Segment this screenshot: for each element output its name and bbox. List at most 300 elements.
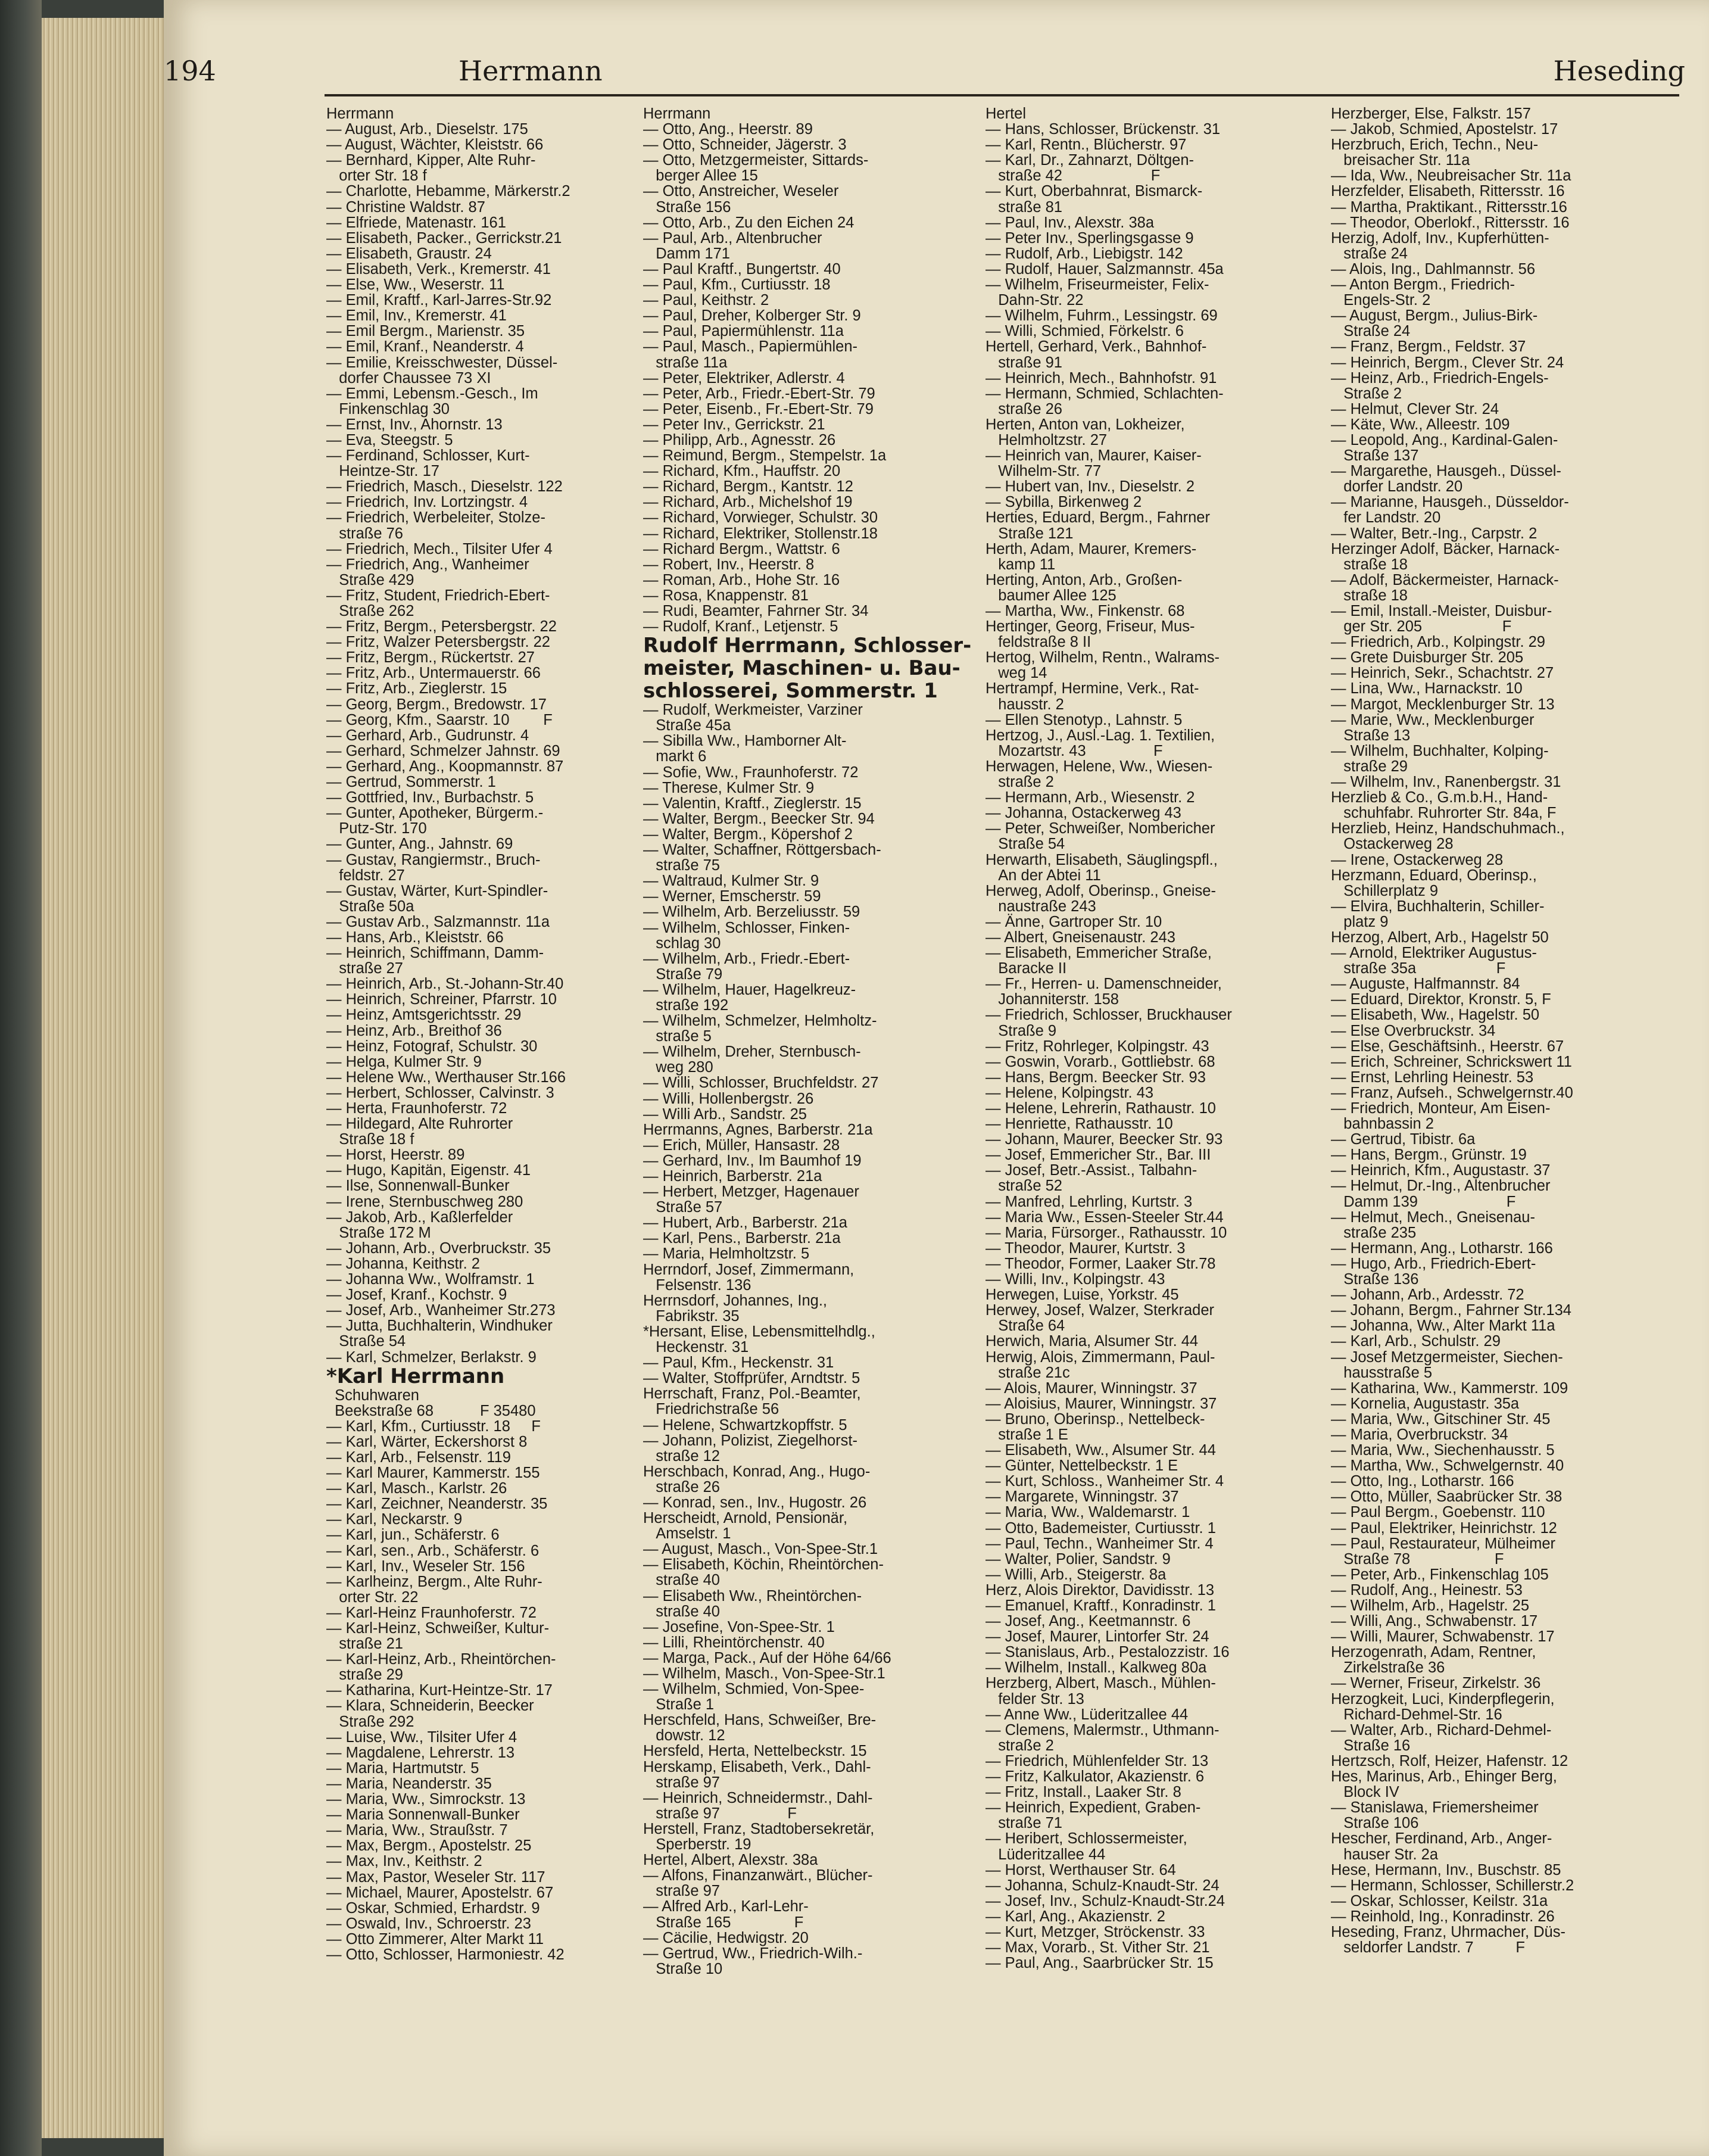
directory-entry: — Clemens, Malermstr., Uthmann- straße 2 xyxy=(986,1721,1220,1754)
directory-entry: — Peter, Elektriker, Adlerstr. 4 xyxy=(643,369,845,387)
directory-entry: — Lina, Ww., Harnackstr. 10 xyxy=(1331,680,1523,697)
directory-entry: — Friedrich, Mühlenfelder Str. 13 xyxy=(986,1752,1209,1769)
directory-entry: — Willi, Maurer, Schwabenstr. 17 xyxy=(1331,1628,1555,1646)
directory-entry: Herscheidt, Arnold, Pensionär, Amselstr. 1 xyxy=(643,1510,848,1543)
directory-entry: — Walter, Schaffner, Röttgersbach- straße 75 xyxy=(643,842,881,874)
column-4 xyxy=(1331,106,1688,2143)
directory-entry: — Franz, Aufseh., Schwelgernstr.40 xyxy=(1331,1084,1573,1101)
directory-entry: — Wilhelm, Arb. Berzeliusstr. 59 xyxy=(643,903,860,921)
directory-entry: — Gerhard, Arb., Gudrunstr. 4 xyxy=(326,727,529,744)
directory-entry: — Otto, Anstreicher, Weseler Straße 156 xyxy=(643,183,839,216)
directory-entry: — Hermann, Ang., Lotharstr. 166 xyxy=(1331,1239,1553,1257)
directory-entry: — Sofie, Ww., Fraunhoferstr. 72 xyxy=(643,764,859,781)
directory-entry: — Philipp, Arb., Agnesstr. 26 xyxy=(643,431,836,448)
directory-entry: — Karl-Heinz, Schweißer, Kultur- straße 21 xyxy=(326,1620,550,1653)
directory-entry: — Helene, Lehrerin, Rathaustr. 10 xyxy=(986,1100,1216,1117)
directory-entry: — Gerhard, Ang., Koopmannstr. 87 xyxy=(326,758,564,775)
directory-entry: — Oskar, Schmied, Erhardstr. 9 xyxy=(326,1899,540,1917)
directory-entry: — Otto, Ang., Heerstr. 89 xyxy=(643,121,813,138)
directory-entry: — Theodor, Oberlokf., Rittersstr. 16 xyxy=(1331,214,1570,231)
directory-entry: — Erich, Müller, Hansastr. 28 xyxy=(643,1136,840,1154)
directory-entry: Herstell, Franz, Stadtobersekretär, Sperberstr. 19 xyxy=(643,1820,875,1853)
directory-entry: Herrnsdorf, Johannes, Ing., Fabrikstr. 35 xyxy=(643,1292,828,1325)
directory-entry: — Karl, Masch., Karlstr. 26 xyxy=(326,1480,507,1497)
directory-entry: — Emil Bergm., Marienstr. 35 xyxy=(326,323,525,340)
directory-entry: — Hubert, Arb., Barberstr. 21a xyxy=(643,1214,847,1232)
directory-entry: — Rudolf, Werkmeister, Varziner Straße 45a xyxy=(643,702,863,734)
directory-entry: — Helene, Schwartzkopffstr. 5 xyxy=(643,1416,847,1434)
directory-entry: — Friedrich, Schlosser, Bruckhauser Straße 9 xyxy=(986,1007,1232,1039)
directory-entry: — Oskar, Schlosser, Keilstr. 31a xyxy=(1331,1892,1548,1909)
directory-entry: — Karl-Heinz, Arb., Rheintörchen- straße 29 xyxy=(326,1651,556,1684)
directory-entry: — August, Wächter, Kleiststr. 66 xyxy=(326,136,544,154)
directory-entry: — Karl-Heinz Fraunhoferstr. 72 xyxy=(326,1604,537,1621)
directory-entry: Herwich, Maria, Alsumer Str. 44 xyxy=(986,1333,1199,1350)
directory-entry: — Theodor, Maurer, Kurtstr. 3 xyxy=(986,1239,1186,1257)
directory-entry: — Auguste, Halfmannstr. 84 xyxy=(1331,976,1520,993)
directory-entry: — Wilhelm, Friseurmeister, Felix- Dahn-Str. 22 xyxy=(986,276,1209,309)
directory-entry: — Jakob, Schmied, Apostelstr. 17 xyxy=(1331,121,1558,138)
directory-entry: — Johanna, Ww., Alter Markt 11a xyxy=(1331,1317,1555,1335)
directory-entry: Hertell, Gerhard, Verk., Bahnhof- straße 91 xyxy=(986,338,1207,371)
directory-entry: — Elvira, Buchhalterin, Schiller- platz 9 xyxy=(1331,898,1545,930)
directory-entry: — Otto, Schneider, Jägerstr. 3 xyxy=(643,136,847,154)
directory-entry: — Jakob, Arb., Kaßlerfelder Straße 172 M xyxy=(326,1208,513,1241)
directory-entry: — Max, Bergm., Apostelstr. 25 xyxy=(326,1837,532,1855)
directory-entry: — Emil, Install.-Meister, Duisbur- ger Str. 205 F xyxy=(1331,603,1552,635)
directory-entry: — Wilhelm, Hauer, Hagelkreuz- straße 192 xyxy=(643,981,856,1014)
directory-entry: — Otto, Metzgermeister, Sittards- berger Allee 15 xyxy=(643,152,869,185)
directory-entry: — Marianne, Hausgeh., Düsseldor- fer Landstr. 20 xyxy=(1331,494,1569,526)
directory-entry: Herzinger Adolf, Bäcker, Harnack- straße 18 xyxy=(1331,540,1560,573)
directory-entry: — Kurt, Metzger, Ströckenstr. 33 xyxy=(986,1923,1205,1940)
directory-entry: — Wilhelm, Fuhrm., Lessingstr. 69 xyxy=(986,307,1218,325)
directory-entry: Herwig, Alois, Zimmermann, Paul- straße 21c xyxy=(986,1348,1215,1381)
directory-entry: — Irene, Ostackerweg 28 xyxy=(1331,851,1504,868)
directory-entry: — Paul, Techn., Wanheimer Str. 4 xyxy=(986,1535,1214,1552)
directory-entry: Herzberg, Albert, Masch., Mühlen- felder Str. 13 xyxy=(986,1675,1216,1708)
directory-entry: — Josef, Maurer, Lintorfer Str. 24 xyxy=(986,1628,1209,1646)
directory-entry: — Gertrud, Tibistr. 6a xyxy=(1331,1131,1476,1148)
directory-entry: — Willi, Schlosser, Bruchfeldstr. 27 xyxy=(643,1074,879,1092)
directory-entry: — Maria Ww., Essen-Steeler Str.44 xyxy=(986,1208,1224,1226)
directory-entry: — Valentin, Kraftf., Zieglerstr. 15 xyxy=(643,795,862,812)
directory-entry: — Herta, Fraunhoferstr. 72 xyxy=(326,1100,507,1117)
directory-entry: — Willi, Hollenbergstr. 26 xyxy=(643,1090,814,1107)
directory-entry: — Klara, Schneiderin, Beecker Straße 292 xyxy=(326,1697,534,1730)
directory-entry: — Hans, Schlosser, Brückenstr. 31 xyxy=(986,121,1221,138)
directory-entry: — Eduard, Direktor, Kronstr. 5, F xyxy=(1331,991,1551,1008)
directory-entry: Herzmann, Eduard, Oberinsp., Schillerplatz 9 xyxy=(1331,867,1537,899)
directory-entry: — Ellen Stenotyp., Lahnstr. 5 xyxy=(986,711,1183,728)
directory-entry: — Helmut, Dr.-Ing., Altenbrucher Damm 139 F xyxy=(1331,1177,1551,1210)
directory-entry: — Maria, Helmholtzstr. 5 xyxy=(643,1245,810,1263)
directory-entry: — August, Arb., Dieselstr. 175 xyxy=(326,121,528,138)
directory-entry: — August, Bergm., Julius-Birk- Straße 24 xyxy=(1331,307,1538,340)
directory-entry: — Ernst, Inv., Ahornstr. 13 xyxy=(326,416,503,433)
directory-entry: — Wilhelm, Install., Kalkweg 80a xyxy=(986,1659,1207,1677)
directory-entry: — Elisabeth, Emmericher Straße, Baracke II xyxy=(986,945,1212,977)
directory-entry: — Karl, Inv., Weseler Str. 156 xyxy=(326,1557,525,1575)
directory-entry: — Friedrich, Masch., Dieselstr. 122 xyxy=(326,478,563,496)
directory-entry: Rudolf Herrmann, Schlosser- meister, Maschinen- u. Bau- schlosserei, Sommerstr. 1 xyxy=(643,634,972,703)
directory-entry: — Maria, Neanderstr. 35 xyxy=(326,1775,492,1792)
column-1 xyxy=(326,106,636,2143)
directory-entry: — Johann, Arb., Ardesstr. 72 xyxy=(1331,1286,1524,1304)
directory-entry: Herz, Alois Direktor, Davidisstr. 13 xyxy=(986,1581,1215,1599)
directory-entry: — Karl, jun., Schäferstr. 6 xyxy=(326,1526,500,1544)
directory-entry: Hes, Marinus, Arb., Ehinger Berg, Block IV xyxy=(1331,1768,1557,1801)
directory-entry: — Johanna Ww., Wolframstr. 1 xyxy=(326,1271,535,1288)
directory-entry: — Stanislawa, Friemersheimer Straße 106 xyxy=(1331,1799,1539,1832)
directory-entry: — Wilhelm, Masch., Von-Spee-Str.1 xyxy=(643,1665,885,1682)
directory-entry: — Horst, Heerstr. 89 xyxy=(326,1146,465,1164)
directory-entry: — Marie, Ww., Mecklenburger Straße 13 xyxy=(1331,711,1535,744)
directory-entry: — Adolf, Bäckermeister, Harnack- straße 18 xyxy=(1331,571,1559,604)
directory-entry: — Reimund, Bergm., Stempelstr. 1a xyxy=(643,447,887,465)
directory-entry: — Wilhelm, Schmied, Von-Spee- Straße 1 xyxy=(643,1681,865,1713)
directory-entry: — Karl Maurer, Kammerstr. 155 xyxy=(326,1465,540,1482)
directory-entry: — Elisabeth, Ww., Hagelstr. 50 xyxy=(1331,1007,1540,1024)
directory-entry: Herrmanns, Agnes, Barberstr. 21a xyxy=(643,1121,873,1138)
directory-entry: Hertzsch, Rolf, Heizer, Hafenstr. 12 xyxy=(1331,1752,1568,1769)
directory-entry: — Günter, Nettelbeckstr. 1 E xyxy=(986,1457,1178,1475)
directory-entry: — Hugo, Kapitän, Eigenstr. 41 xyxy=(326,1162,531,1179)
directory-entry: — Johann, Polizist, Ziegelhorst- straße 12 xyxy=(643,1432,857,1465)
directory-entry: — Gertrud, Ww., Friedrich-Wilh.- Straße 10 xyxy=(643,1945,863,1977)
directory-entry: — Gunter, Apotheker, Bürgerm.- Putz-Str. 170 xyxy=(326,805,544,837)
directory-entry: — Max, Pastor, Weseler Str. 117 xyxy=(326,1868,545,1886)
directory-entry: — Fritz, Arb., Untermauerstr. 66 xyxy=(326,665,541,682)
directory-entry: — Goswin, Vorarb., Gottliebstr. 68 xyxy=(986,1053,1215,1070)
directory-entry: — Maria Sonnenwall-Bunker xyxy=(326,1806,520,1824)
directory-entry: — Georg, Bergm., Bredowstr. 17 xyxy=(326,696,547,713)
directory-entry: — Heinrich, Kfm., Augustastr. 37 xyxy=(1331,1162,1551,1179)
directory-entry: — Hubert van, Inv., Dieselstr. 2 xyxy=(986,478,1195,496)
directory-entry: — Martha, Ww., Finkenstr. 68 xyxy=(986,603,1185,619)
directory-entry: — Roman, Arb., Hohe Str. 16 xyxy=(643,571,840,588)
directory-entry: — Karl, Dr., Zahnarzt, Döltgen- straße 42 F xyxy=(986,152,1195,185)
directory-entry: — Rudolf, Kranf., Letjenstr. 5 xyxy=(643,618,838,635)
directory-entry: — Karl, Zeichner, Neanderstr. 35 xyxy=(326,1496,548,1513)
directory-entry: Hertrampf, Hermine, Verk., Rat- hausstr. 2 xyxy=(986,680,1199,713)
directory-entry: — Hermann, Arb., Wiesenstr. 2 xyxy=(986,789,1195,806)
directory-entry: — Gottfried, Inv., Burbachstr. 5 xyxy=(326,789,534,806)
directory-entry: — Emanuel, Kraftf., Konradinstr. 1 xyxy=(986,1597,1216,1614)
directory-entry: — Elisabeth, Verk., Kremerstr. 41 xyxy=(326,260,551,278)
directory-entry: — Stanislaus, Arb., Pestalozzistr. 16 xyxy=(986,1644,1230,1661)
directory-entry: — Heinrich, Sekr., Schachtstr. 27 xyxy=(1331,665,1554,682)
directory-entry: — Maria, Ww., Straußstr. 7 xyxy=(326,1822,508,1839)
directory-entry: — Otto, Arb., Zu den Eichen 24 xyxy=(643,214,854,231)
directory-entry: — Otto, Bademeister, Curtiusstr. 1 xyxy=(986,1519,1216,1537)
directory-entry: — Leopold, Ang., Kardinal-Galen- Straße 137 xyxy=(1331,431,1558,465)
directory-entry: — Paul, Keithstr. 2 xyxy=(643,292,769,309)
directory-entry: — Gustav Arb., Salzmannstr. 11a xyxy=(326,913,550,930)
directory-entry: Herzig, Adolf, Inv., Kupferhütten- straße 24 xyxy=(1331,229,1549,262)
directory-entry: — Michael, Maurer, Apostelstr. 67 xyxy=(326,1884,554,1901)
directory-entry: — Willi, Ang., Schwabenstr. 17 xyxy=(1331,1613,1538,1630)
directory-entry: — Manfred, Lehrling, Kurtstr. 3 xyxy=(986,1193,1193,1210)
directory-entry: — Paul, Kfm., Heckenstr. 31 xyxy=(643,1354,834,1372)
directory-entry: *Hersant, Elise, Lebensmittelhdlg., Heckenstr. 31 xyxy=(643,1323,875,1356)
directory-entry: — Richard Bergm., Wattstr. 6 xyxy=(643,540,840,557)
directory-entry: — Friedrich, Monteur, Am Eisen- bahnbassin 2 xyxy=(1331,1100,1551,1133)
directory-entry: — Jutta, Buchhalterin, Windhuker Straße 54 xyxy=(326,1317,553,1350)
directory-entry: — Magdalene, Lehrerstr. 13 xyxy=(326,1744,515,1761)
directory-entry: — Rudi, Beamter, Fahrner Str. 34 xyxy=(643,603,869,619)
directory-entry: — Peter, Eisenb., Fr.-Ebert-Str. 79 xyxy=(643,400,874,418)
directory-entry: — Helmut, Mech., Gneisenau- straße 235 xyxy=(1331,1208,1535,1241)
directory-entry: — Elfriede, Matenastr. 161 xyxy=(326,214,506,231)
directory-entry: — Walter, Polier, Sandstr. 9 xyxy=(986,1550,1171,1568)
directory-entry: — Cäcilie, Hedwigstr. 20 xyxy=(643,1929,809,1946)
directory-entry: — Otto, Schlosser, Harmoniestr. 42 xyxy=(326,1946,565,1963)
directory-entry: — Josef, Inv., Schulz-Knaudt-Str.24 xyxy=(986,1892,1225,1909)
directory-entry: — Herbert, Metzger, Hagenauer Straße 57 xyxy=(643,1183,859,1216)
directory-entry: — Fritz, Install., Laaker Str. 8 xyxy=(986,1784,1181,1801)
directory-entry: — Heinrich, Bergm., Clever Str. 24 xyxy=(1331,354,1564,371)
directory-entry: — Ferdinand, Schlosser, Kurt- Heintze-Str. 17 xyxy=(326,447,530,480)
directory-entry: — Fritz, Walzer Petersbergstr. 22 xyxy=(326,634,550,651)
directory-entry: — Aloisius, Maurer, Winningstr. 37 xyxy=(986,1395,1217,1412)
directory-entry: — Franz, Bergm., Feldstr. 37 xyxy=(1331,338,1526,356)
directory-entry: — Maria, Overbruckstr. 34 xyxy=(1331,1426,1508,1443)
directory-entry: Herties, Eduard, Bergm., Fahrner Straße 121 xyxy=(986,509,1210,542)
directory-entry: Herzog, Albert, Arb., Hagelstr 50 xyxy=(1331,929,1549,946)
directory-entry: — Rudolf, Hauer, Salzmannstr. 45a xyxy=(986,260,1224,278)
directory-entry: — Henriette, Rathausstr. 10 xyxy=(986,1116,1173,1133)
directory-entry: — Max, Inv., Keithstr. 2 xyxy=(326,1853,482,1870)
directory-entry: — Hugo, Arb., Friedrich-Ebert- Straße 136 xyxy=(1331,1255,1536,1288)
directory-entry: — Paul, Kfm., Curtiusstr. 18 xyxy=(643,276,831,294)
directory-entry: Hersfeld, Herta, Nettelbeckstr. 15 xyxy=(643,1743,867,1760)
directory-entry: — Otto, Müller, Saabrücker Str. 38 xyxy=(1331,1488,1563,1506)
directory-entry: — Johanna, Schulz-Knaudt-Str. 24 xyxy=(986,1877,1220,1894)
directory-entry: — Karl, sen., Arb., Schäferstr. 6 xyxy=(326,1542,539,1559)
directory-entry: — Paul, Masch., Papiermühlen- straße 11a xyxy=(643,338,857,371)
directory-entry: — Luise, Ww., Tilsiter Ufer 4 xyxy=(326,1728,517,1746)
directory-entry: — Otto, Ing., Lotharstr. 166 xyxy=(1331,1473,1514,1490)
directory-entry: — Richard, Vorwieger, Schulstr. 30 xyxy=(643,509,878,526)
directory-entry: — Friedrich, Werbeleiter, Stolze- straße 76 xyxy=(326,509,545,542)
directory-entry: — Peter Inv., Sperlingsgasse 9 xyxy=(986,229,1194,247)
directory-entry: — Peter, Arb., Finkenschlag 105 xyxy=(1331,1566,1549,1583)
directory-entry: — Heinz, Arb., Breithof 36 xyxy=(326,1022,502,1039)
directory-entry: — Maria, Ww., Simrockstr. 13 xyxy=(326,1791,526,1808)
directory-entry: — Fritz, Bergm., Rückertstr. 27 xyxy=(326,649,535,666)
directory-entry: — Josef, Kranf., Kochstr. 9 xyxy=(326,1286,507,1304)
directory-entry: — Kornelia, Augustastr. 35a xyxy=(1331,1395,1520,1412)
directory-entry: — Alois, Ing., Dahlmannstr. 56 xyxy=(1331,260,1536,278)
directory-entry: — Johann, Maurer, Beecker Str. 93 xyxy=(986,1131,1223,1148)
directory-entry: Herrmann xyxy=(326,106,394,122)
directory-entry: — Horst, Werthauser Str. 64 xyxy=(986,1861,1176,1878)
directory-entry: — Emil, Inv., Kremerstr. 41 xyxy=(326,307,507,325)
directory-entry: — Wilhelm, Schlosser, Finken- schlag 30 xyxy=(643,919,850,952)
directory-entry: — Georg, Kfm., Saarstr. 10 F xyxy=(326,711,553,728)
directory-entry: — Hans, Arb., Kleiststr. 66 xyxy=(326,929,504,946)
directory-entry: — Heribert, Schlossermeister, Lüderitzallee 44 xyxy=(986,1830,1187,1863)
directory-entry: — Martha, Praktikant., Rittersstr.16 xyxy=(1331,198,1567,216)
directory-entry: — Herbert, Schlosser, Calvinstr. 3 xyxy=(326,1084,554,1101)
directory-entry: — Maria, Hartmutstr. 5 xyxy=(326,1759,479,1777)
directory-entry: Herzlieb & Co., G.m.b.H., Hand- schuhfabr. Ruhrorter Str. 84a, F xyxy=(1331,789,1557,822)
directory-entry: — Peter, Schweißer, Nombericher Straße 54 xyxy=(986,820,1215,853)
directory-entry: — Peter Inv., Gerrickstr. 21 xyxy=(643,416,825,433)
directory-entry: — Fritz, Rohrleger, Kolpingstr. 43 xyxy=(986,1038,1209,1055)
directory-entry: — Helmut, Clever Str. 24 xyxy=(1331,400,1499,418)
directory-entry: — Emmi, Lebensm.-Gesch., Im Finkenschlag 30 xyxy=(326,385,538,418)
directory-entry: Herth, Adam, Maurer, Kremers- kamp 11 xyxy=(986,540,1197,573)
directory-entry: — Karl, Ang., Akazienstr. 2 xyxy=(986,1908,1165,1925)
directory-entry: — Werner, Emscherstr. 59 xyxy=(643,888,821,905)
directory-entry: Beekstraße 68 F 35480 xyxy=(326,1402,536,1419)
directory-entry: — Karlheinz, Bergm., Alte Ruhr- orter Str. 22 xyxy=(326,1573,542,1606)
directory-entry: — Willi Arb., Sandstr. 25 xyxy=(643,1105,807,1123)
directory-entry: — Paul, Elektriker, Heinrichstr. 12 xyxy=(1331,1519,1557,1537)
directory-entry: — Margot, Mecklenburger Str. 13 xyxy=(1331,696,1555,713)
directory-entry: — Karl, Wärter, Eckershorst 8 xyxy=(326,1433,528,1450)
directory-entry: — Friedrich, Mech., Tilsiter Ufer 4 xyxy=(326,540,553,557)
directory-entry: — Gertrud, Sommerstr. 1 xyxy=(326,774,496,791)
directory-entry: — Eva, Steegstr. 5 xyxy=(326,431,453,448)
directory-entry: Herwey, Josef, Walzer, Sterkrader Straße 64 xyxy=(986,1302,1215,1335)
directory-entry: — Friedrich, Inv. Lortzingstr. 4 xyxy=(326,494,528,511)
directory-entry: — Walter, Stoffprüfer, Arndtstr. 5 xyxy=(643,1370,860,1387)
directory-entry: — Fritz, Arb., Zieglerstr. 15 xyxy=(326,680,507,697)
directory-entry: — Hermann, Schmied, Schlachten- straße 26 xyxy=(986,385,1224,418)
directory-entry: — Waltraud, Kulmer Str. 9 xyxy=(643,873,819,890)
directory-entry: — Lilli, Rheintörchenstr. 40 xyxy=(643,1634,825,1651)
directory-entry: — Else Overbruckstr. 34 xyxy=(1331,1022,1496,1039)
directory-entry: — Robert, Inv., Heerstr. 8 xyxy=(643,556,815,573)
directory-entry: Herschfeld, Hans, Schweißer, Bre- dowstr. 12 xyxy=(643,1712,877,1744)
directory-entry: — Gustav, Rangiermstr., Bruch- feldstr. 27 xyxy=(326,851,541,884)
directory-entry: Herzbruch, Erich, Techn., Neu- breisacher Str. 11a xyxy=(1331,136,1539,169)
directory-entry: — Helga, Kulmer Str. 9 xyxy=(326,1053,482,1070)
directory-entry: — Maria, Ww., Siechenhausstr. 5 xyxy=(1331,1442,1555,1459)
directory-entry: — Josef Metzgermeister, Siechen- hausstraße 5 xyxy=(1331,1348,1563,1381)
directory-entry: — Reinhold, Ing., Konradinstr. 26 xyxy=(1331,1908,1555,1925)
directory-entry: — Elisabeth Ww., Rheintörchen- straße 40 xyxy=(643,1587,862,1620)
directory-entry: — Paul Bergm., Goebenstr. 110 xyxy=(1331,1504,1545,1521)
directory-entry: — Elisabeth, Ww., Alsumer Str. 44 xyxy=(986,1442,1216,1459)
directory-entry: — Otto Zimmerer, Alter Markt 11 xyxy=(326,1930,544,1948)
directory-entry: — Katharina, Ww., Kammerstr. 109 xyxy=(1331,1379,1568,1397)
directory-entry: — Kurt, Schloss., Wanheimer Str. 4 xyxy=(986,1473,1224,1490)
directory-entry: Herzogkeit, Luci, Kinderpflegerin, Richard-Dehmel-Str. 16 xyxy=(1331,1690,1555,1723)
directory-entry: — Fritz, Kalkulator, Akazienstr. 6 xyxy=(986,1768,1205,1786)
directory-entry: — Willi, Schmied, Förkelstr. 6 xyxy=(986,323,1184,340)
directory-entry: — Ida, Ww., Neubreisacher Str. 11a xyxy=(1331,167,1571,185)
directory-entry: — Heinrich, Arb., St.-Johann-Str.40 xyxy=(326,976,564,993)
directory-entry: — Else, Geschäftsinh., Heerstr. 67 xyxy=(1331,1038,1564,1055)
directory-entry: — Hildegard, Alte Ruhrorter Straße 18 f xyxy=(326,1116,513,1148)
directory-entry: — Paul, Inv., Alexstr. 38a xyxy=(986,214,1155,231)
directory-entry: — Kurt, Oberbahnrat, Bismarck- straße 81 xyxy=(986,183,1203,216)
directory-entry: Herzberger, Else, Falkstr. 157 xyxy=(1331,106,1531,122)
directory-entry: — Johanna, Keithstr. 2 xyxy=(326,1255,480,1272)
directory-entry: — Heinrich, Expedient, Graben- straße 71 xyxy=(986,1799,1201,1832)
directory-entry: — Wilhelm, Dreher, Sternbusch- weg 280 xyxy=(643,1043,861,1076)
directory-entry: — Alfred Arb., Karl-Lehr- Straße 165 F xyxy=(643,1898,809,1931)
directory-entry: *Karl Herrmann xyxy=(326,1364,505,1388)
directory-entry: Herweg, Adolf, Oberinsp., Gneise- naustraße 243 xyxy=(986,882,1216,915)
directory-entry: — Käte, Ww., Alleestr. 109 xyxy=(1331,416,1510,433)
column-2 xyxy=(643,106,974,2143)
directory-entry: Herwagen, Helene, Ww., Wiesen- straße 2 xyxy=(986,758,1213,791)
directory-entry: — Marga, Pack., Auf der Höhe 64/66 xyxy=(643,1649,891,1666)
directory-entry: Hertinger, Georg, Friseur, Mus- feldstraße 8 II xyxy=(986,618,1195,651)
directory-entry: Herwarth, Elisabeth, Säuglingspfl., An der Abtei 11 xyxy=(986,851,1218,884)
directory-entry: — Paul Kraftf., Bungertstr. 40 xyxy=(643,260,841,278)
directory-entry: — Helene, Kolpingstr. 43 xyxy=(986,1084,1154,1101)
directory-entry: — Walter, Betr.-Ing., Carpstr. 2 xyxy=(1331,525,1538,542)
directory-entry: — Sybilla, Birkenweg 2 xyxy=(986,494,1142,511)
book-spine xyxy=(0,0,42,2156)
directory-entry: Herzogenrath, Adam, Rentner, Zirkelstraße 36 xyxy=(1331,1644,1536,1677)
directory-entry: — Hans, Bergm. Beecker Str. 93 xyxy=(986,1068,1206,1086)
directory-entry: Herrmann xyxy=(643,106,711,122)
directory-entry: — August, Masch., Von-Spee-Str.1 xyxy=(643,1541,878,1558)
directory-entry: — Walter, Bergm., Beecker Str. 94 xyxy=(643,810,875,827)
column-3 xyxy=(986,106,1322,2143)
directory-entry: — Hans, Bergm., Grünstr. 19 xyxy=(1331,1146,1527,1164)
directory-entry: — Heinrich, Schiffmann, Damm- straße 27 xyxy=(326,945,544,977)
directory-entry: — Erich, Schreiner, Schrickswert 11 xyxy=(1331,1053,1572,1070)
directory-entry: Herskamp, Elisabeth, Verk., Dahl- straße 97 xyxy=(643,1758,871,1791)
directory-entry: — Karl, Arb., Felsenstr. 119 xyxy=(326,1448,511,1466)
directory-entry: Hertog, Wilhelm, Rentn., Walrams- weg 14 xyxy=(986,649,1220,682)
directory-entry: — Max, Vorarb., St. Vither Str. 21 xyxy=(986,1939,1210,1956)
directory-entry: — Walter, Arb., Richard-Dehmel- Straße 16 xyxy=(1331,1721,1552,1754)
directory-entry: — Karl, Kfm., Curtiusstr. 18 F xyxy=(326,1417,541,1435)
directory-entry: — Elisabeth, Köchin, Rheintörchen- straße 40 xyxy=(643,1556,884,1589)
directory-entry: — Josef, Betr.-Assist., Talbahn- straße 52 xyxy=(986,1162,1197,1195)
directory-entry: — Gerhard, Schmelzer Jahnstr. 69 xyxy=(326,742,560,759)
directory-entry: — Martha, Ww., Schwelgernstr. 40 xyxy=(1331,1457,1564,1475)
header-rule xyxy=(325,94,1679,96)
directory-entry: — Wilhelm, Inv., Ranenbergstr. 31 xyxy=(1331,774,1561,791)
directory-entry: — Josef, Arb., Wanheimer Str.273 xyxy=(326,1302,556,1319)
directory-entry: — Josefine, Von-Spee-Str. 1 xyxy=(643,1618,835,1635)
directory-entry: — Johanna, Ostackerweg 43 xyxy=(986,805,1181,822)
directory-entry: — Arnold, Elektriker Augustus- straße 35a F xyxy=(1331,945,1537,977)
directory-entry: — Albert, Gneisenaustr. 243 xyxy=(986,929,1175,946)
directory-entry: — Wilhelm, Schmelzer, Helmholtz- straße 5 xyxy=(643,1012,877,1045)
directory-entry: — Karl, Pens., Barberstr. 21a xyxy=(643,1230,841,1247)
directory-entry: — Grete Duisburger Str. 205 xyxy=(1331,649,1524,666)
directory-entry: — Elisabeth, Packer., Gerrickstr.21 xyxy=(326,229,562,247)
directory-entry: — Paul, Ang., Saarbrücker Str. 15 xyxy=(986,1955,1214,1972)
directory-entry: — Ilse, Sonnenwall-Bunker xyxy=(326,1177,510,1195)
directory-entry: — Karl, Schmelzer, Berlakstr. 9 xyxy=(326,1348,537,1366)
directory-entry: — Charlotte, Hebamme, Märkerstr.2 xyxy=(326,183,570,200)
directory-entry: Herzfelder, Elisabeth, Rittersstr. 16 xyxy=(1331,183,1565,200)
directory-entry: — Wilhelm, Arb., Friedr.-Ebert- Straße 79 xyxy=(643,950,850,983)
directory-entry: — Heinrich van, Maurer, Kaiser- Wilhelm-Str. 77 xyxy=(986,447,1202,480)
directory-entry: — Theodor, Former, Laaker Str.78 xyxy=(986,1255,1216,1272)
directory-entry: — Else, Ww., Weserstr. 11 xyxy=(326,276,505,294)
directory-entry: — Konrad, sen., Inv., Hugostr. 26 xyxy=(643,1494,867,1511)
running-head-left: Herrmann xyxy=(459,55,603,87)
directory-entry: — Josef, Emmericher Str., Bar. III xyxy=(986,1146,1211,1164)
directory-entry: — Friedrich, Arb., Kolpingstr. 29 xyxy=(1331,634,1545,651)
directory-entry: Hertel xyxy=(986,106,1027,122)
directory-entry: — Paul, Restaurateur, Mülheimer Straße 78 F xyxy=(1331,1535,1555,1568)
directory-entry: — Bruno, Oberinsp., Nettelbeck- straße 1 E xyxy=(986,1410,1205,1443)
